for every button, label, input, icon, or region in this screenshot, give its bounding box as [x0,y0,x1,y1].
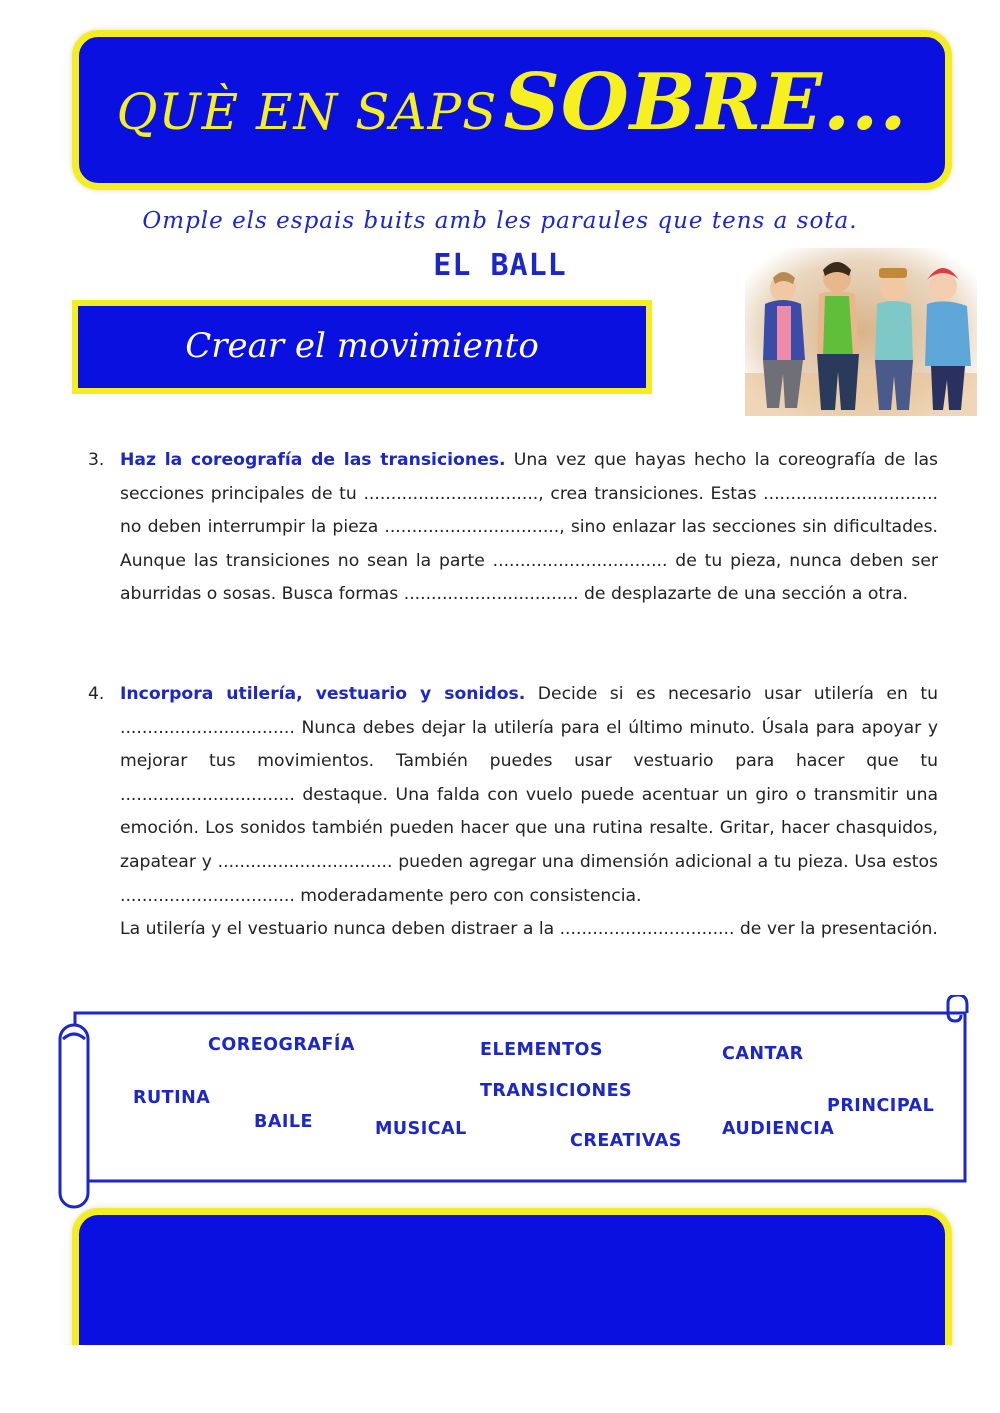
exercise-item-3 [88,444,938,612]
title-big-text: SOBRE... [503,57,908,148]
instruction-text: Omple els espais buits amb les paraules que tens a sota. [142,208,858,234]
word-bank-item: RUTINA [133,1088,211,1108]
item-text: Una vez que hayas hecho la coreografía de las secciones principales de tu ................................, crea transiciones. Estas ................................ no deben interrumpir la pieza ................................, sino enlazar las secciones sin dificultades. Aunque las transiciones no sean la parte ................................ de tu pieza, nunca deben ser aburridas o sosas. Busca formas ................................ de desplazarte de una sección a otra. [120,450,938,605]
item-paragraph [120,678,938,913]
item-paragraph [120,444,938,612]
page-title [79,57,945,148]
section-banner [72,300,652,394]
word-bank-item: TRANSICIONES [480,1081,633,1101]
title-small-text: QUÈ EN SAPS [116,83,498,141]
word-bank-item: PRINCIPAL [827,1096,935,1116]
word-bank-item: BAILE [254,1112,313,1132]
word-bank-item: CANTAR [722,1044,804,1064]
word-bank-item: COREOGRAFÍA [208,1035,355,1055]
item-heading: Haz la coreografía de las transiciones. [120,450,506,470]
item-number: 4. [88,684,105,704]
item-number: 3. [88,450,105,470]
title-banner [72,30,952,190]
word-bank [55,995,975,1215]
exercise-item-4 [88,678,938,947]
item-heading: Incorpora utilería, vestuario y sonidos. [120,684,526,704]
dancers-illustration-icon [745,248,977,416]
section-title: Crear el movimiento [185,326,539,366]
topic-heading: EL BALL [433,248,567,283]
word-bank-item: CREATIVAS [570,1131,682,1151]
page-bottom-margin [0,1345,1000,1413]
word-bank-item: AUDIENCIA [722,1119,835,1139]
item-extra-paragraph: La utilería y el vestuario nunca deben distraer a la ................................ de ver la presentación. [120,919,938,940]
item-text: Decide si es necesario usar utilería en tu ................................ Nunca debes dejar la utilería para el último minuto. Úsala para apoyar y mejorar tus movimientos. También puedes usar vestuario para hacer que tu ................................ destaque. Una falda con vuelo puede acentuar un giro o transmitir una emoción. Los sonidos también pueden hacer que una rutina resalte. Gritar, hacer chasquidos, zapatear y ................................ pueden agregar una dimensión adicional a tu pieza. Usa estos ................................ moderadamente pero con consistencia. [120,684,938,906]
word-bank-item: ELEMENTOS [480,1040,603,1060]
word-bank-item: MUSICAL [375,1119,467,1139]
